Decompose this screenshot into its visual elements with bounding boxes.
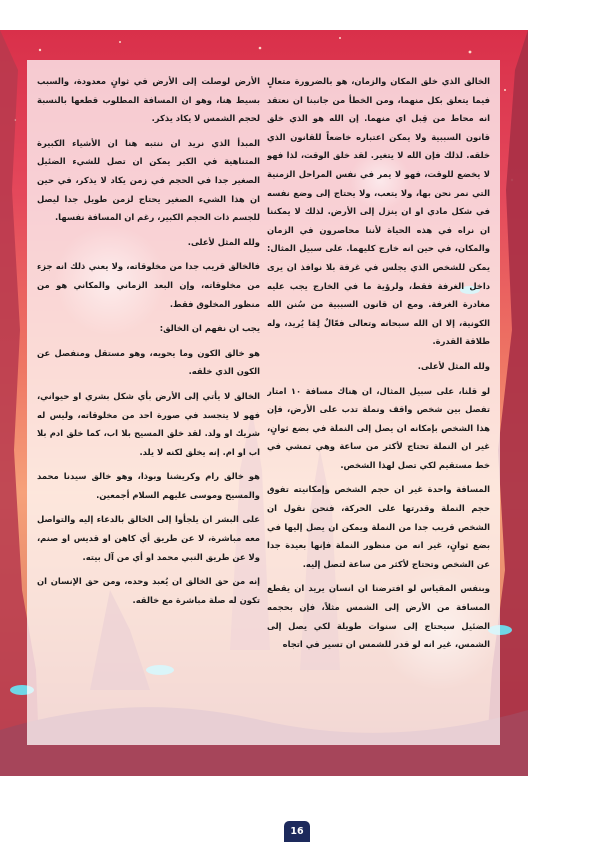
paragraph: هو خالق الكون وما يحويه، وهو مستقل ومنفصل عن الكون الذي خلقه. (37, 347, 260, 377)
paragraph: المسافة واحدة غير ان حجم الشخص وإمكانيته تفوق حجم النملة وقدرتها على الحركة، فنحن نقول ان الشخص قريب جدا من النملة ويمكن ان يصل إليها في بضع ثوانٍ، غير انه من منظور النملة فإنها بعيدة جدا عن الشخص وتحتاج لأكثر من ساعة لتصل إليه. (267, 484, 490, 569)
paragraph: لو قلنا، على سبيل المثال، ان هناك مسافة ١٠ امتار تفصل بين شخص واقف ونملة تدب على الأرض، فإن هذا الشخص بإمكانه ان يصل إلى النملة في بضع ثوانٍ، غير ان النملة تحتاج لأكثر من ساعة وهي تمشي في خط مستقيم لكي تصل لهذا الشخص. (267, 385, 490, 470)
paragraph: الخالق الذي خلق المكان والزمان، هو بالضرورة متعالٍ فيما يتعلق بكل منهما، ومن الخطأ من جانبنا ان نعتقد انه محاط من قِبل اي منهما. إن الله هو الذي خلق قانون السببية ولا يمكن اعتباره خاضعاً للقانون الذي خلقه. لذلك فإن الله لا يتغير. لقد خلق الوقت، لذا فهو لا يخضع للوقت، فهو لا يمر في نفس المراحل الزمنية التي نمر نحن بها، ولا يتعب، ولا يحتاج إلى وضع نفسه في شكل مادي او ان ينزل إلى الأرض. لذلك لا يمكننا ان نراه في هذه الحياة لأننا محاصرون في الزمان والمكان، في حين انه خارج كليهما. على سبيل المثال: يمكن للشخص الذي يجلس في غرفة بلا نوافذ ان يرى داخل الغرفة فقط، ولرؤية ما في الخارج يجب عليه مغادرة الغرفة. ومع ان قانون السببية من سُنن الله الكونية، إلا ان الله سبحانه وتعالى فعّالٌ لِمَا يُريد، وله طلاقة القدرة. (267, 76, 490, 347)
text-column-left (37, 72, 260, 742)
paragraph: الأرض لوصلت إلى الأرض في ثوانٍ معدودة، والسبب بسيط هنا، وهو ان المسافة المطلوب قطعها بالنسبة لحجم الشمس لا يكاد يذكر. (37, 76, 260, 124)
paragraph: ولله المثل لأعلى. (187, 236, 260, 247)
paragraph: فالخالق قريب جدا من مخلوقاته، ولا يعني ذلك انه جزء من مخلوقاته، وإن البعد الزماني والمكاني هو من منظور المخلوق فقط. (37, 261, 260, 309)
paragraph: إنه من حق الخالق ان يُعبد وحده، ومن حق الإنسان ان تكون له صلة مباشرة مع خالقه. (37, 576, 260, 605)
paragraph: وبنفس المقياس لو افترضنا ان انسان يريد ان يقطع المسافة من الأرض إلى الشمس مثلاً، فإن بحجمه الضئيل سيحتاج إلى سنوات طويلة لكي يصل إلى الشمس، غير انه لو قدر للشمس ان تسير في اتجاه (267, 583, 490, 650)
paragraph: الخالق لا يأتي إلى الأرض بأي شكل بشري او حيواني، فهو لا يتجسد في صورة احد من مخلوقاته، وليس له شريك او ولد. لقد خلق المسيح بلا اب، كما خلق ادم بلا اب او ام. إنه يخلق لكنه لا يلد. (37, 390, 260, 457)
paragraph: المبدأ الذي نريد ان ننتبه هنا ان الأشياء الكبيرة المتناهية في الكبر يمكن ان تصل للشيء الضئيل الصغير جدا في الحجم في زمن يكاد لا يذكر، في حين ان هذا الشيء الصغير يحتاج لزمن طويل جدا ليصل للجسم ذات الحجم الكبير، رغم ان المسافة نفسها. (37, 137, 260, 223)
paragraph: هو خالق رام وكريشنا وبوذا، وهو خالق سيدنا محمد والمسيح وموسى عليهم السلام أجمعين. (37, 471, 260, 500)
paragraph: يجب ان نفهم ان الخالق: (159, 323, 260, 334)
paragraph: ولله المثل لأعلى. (417, 360, 490, 371)
text-column-right (267, 72, 490, 742)
page-number: 16 (284, 821, 310, 842)
paragraph: على البشر ان يلجأوا إلى الخالق بالدعاء إليه والتواصل معه مباشرة، لا عن طريق أي كاهن او قديس او صنم، ولا عن طريق النبي محمد او أي من آل بيته. (37, 514, 260, 562)
text-panel (27, 60, 500, 745)
